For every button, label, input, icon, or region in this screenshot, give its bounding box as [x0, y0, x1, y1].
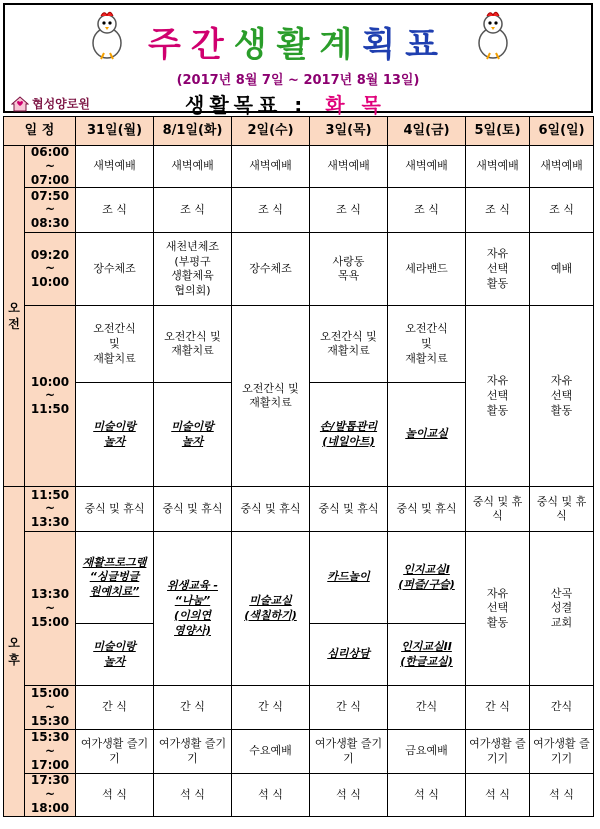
schedule-cell: 여가생활 즐기기 [466, 730, 530, 774]
time-cell [25, 774, 76, 816]
time-line: ~ [44, 202, 56, 217]
title-char: 간 [190, 25, 234, 65]
cell-line: 세라밴드 [405, 261, 448, 275]
schedule-cell: 중식 및 휴식 [76, 487, 154, 532]
goal-value: 화 목 [325, 93, 386, 117]
schedule-cell [530, 233, 594, 306]
time-cell [25, 532, 76, 686]
cell-line: 재활치료 [405, 351, 448, 365]
schedule-cell [232, 532, 310, 686]
title-char: 활 [276, 25, 320, 65]
time-line: ~ [44, 501, 56, 516]
cell-line: “나눔” [174, 594, 211, 608]
time-line: 10:00 [30, 374, 70, 389]
time-cell [25, 730, 76, 774]
schedule-cell: 새벽예배 [388, 146, 466, 188]
schedule-cell: 중식 및 휴식 [388, 487, 466, 532]
cell-line: 손/발톱관리 [319, 420, 378, 434]
cell-line: 오전간식 [405, 322, 448, 336]
time-line: 15:00 [30, 686, 70, 701]
column-header: 31일(월) [76, 117, 154, 146]
time-line: 13:30 [30, 515, 70, 530]
column-header: 3일(목) [310, 117, 388, 146]
cell-line: (한글교실) [400, 654, 453, 668]
cell-line: (부평구 [174, 254, 211, 268]
time-line: 13:30 [30, 587, 70, 602]
cell-line: 장수체조 [93, 261, 136, 275]
schedule-cell: 수요예배 [232, 730, 310, 774]
table-row [4, 306, 594, 383]
cell-line: 자유 [486, 247, 509, 261]
schedule-cell: 새벽예배 [530, 146, 594, 188]
cell-line: 활동 [486, 403, 509, 417]
cell-line: 놀자 [181, 434, 204, 448]
time-line: ~ [44, 699, 56, 714]
schedule-cell: 금요예배 [388, 730, 466, 774]
cell-line: 및 [109, 336, 120, 350]
time-line: 11:50 [30, 487, 70, 502]
schedule-cell: 석 식 [530, 774, 594, 816]
schedule-cell: 석 식 [76, 774, 154, 816]
schedule-cell [388, 624, 466, 686]
table-row [4, 774, 594, 816]
cell-line: 예배 [550, 261, 573, 275]
schedule-cell: 조 식 [466, 188, 530, 233]
cell-line: 자유 [550, 374, 573, 388]
cell-line: 재활치료 [327, 344, 370, 358]
time-line: 17:30 [30, 773, 70, 788]
schedule-cell [76, 306, 154, 383]
schedule-cell: 새벽예배 [154, 146, 232, 188]
cell-line: (색칠하기) [244, 608, 297, 622]
time-line: 17:00 [30, 757, 70, 772]
time-line: 15:30 [30, 730, 70, 745]
house-icon [11, 96, 29, 112]
table-row [4, 188, 594, 233]
schedule-cell: 여가생활 즐기기 [310, 730, 388, 774]
time-cell [25, 487, 76, 532]
cell-line: 오전간식 및 [242, 381, 299, 395]
schedule-cell: 간 식 [76, 686, 154, 730]
cell-line: 재활치료 [93, 351, 136, 365]
cell-line: 원예치료” [89, 585, 140, 599]
cell-line: “싱글벙글 [89, 570, 140, 584]
schedule-cell [310, 624, 388, 686]
schedule-cell: 중식 및 휴식 [154, 487, 232, 532]
table-row [4, 146, 594, 188]
cell-line: 놀자 [103, 434, 126, 448]
schedule-cell [310, 306, 388, 383]
schedule-cell [76, 383, 154, 487]
schedule-cell [154, 233, 232, 306]
schedule-cell: 여가생활 즐기기 [76, 730, 154, 774]
organization-label: 협성양로원 [32, 97, 90, 111]
schedule-cell: 조 식 [530, 188, 594, 233]
schedule-cell [388, 532, 466, 624]
cell-line: 영양사) [174, 623, 211, 637]
time-cell [25, 146, 76, 188]
cell-line: 인지교실I [403, 563, 450, 577]
schedule-cell: 새벽예배 [232, 146, 310, 188]
time-line: 15:30 [30, 713, 70, 728]
cell-line: 새천년체조 [165, 239, 220, 253]
time-line: 11:50 [30, 402, 70, 417]
cell-line: 자유 [486, 586, 509, 600]
schedule-cell [466, 306, 530, 487]
column-header: 6일(일) [530, 117, 594, 146]
cell-line: 미술교실 [249, 594, 292, 608]
schedule-cell [530, 532, 594, 686]
cell-line: 미술이랑 [171, 420, 214, 434]
chicken-icon [473, 9, 513, 61]
title-char: 표 [405, 25, 448, 65]
schedule-cell [232, 306, 310, 487]
cell-line: 교회 [550, 616, 573, 630]
column-header: 일 정 [4, 117, 76, 146]
cell-line: 선택 [486, 601, 509, 615]
time-line: 08:30 [30, 216, 70, 231]
cell-line: 재활프로그램 [82, 555, 147, 569]
time-line: 07:00 [30, 172, 70, 187]
schedule-cell [530, 306, 594, 487]
cell-line: 자유 [486, 374, 509, 388]
cell-line: 협의회) [174, 284, 211, 298]
schedule-cell: 간식 [530, 686, 594, 730]
time-line: ~ [44, 388, 56, 403]
title-char: 획 [362, 25, 406, 65]
cell-line: 선택 [486, 261, 509, 275]
cell-line: 미술이랑 [93, 420, 136, 434]
goal-label: 생활목표 : [185, 93, 308, 117]
cell-line: 미술이랑 [93, 640, 136, 654]
organization-name [11, 95, 90, 112]
cell-line: (이의연 [174, 608, 211, 622]
time-line: 06:00 [30, 145, 70, 159]
schedule-cell: 중식 및 휴식 [310, 487, 388, 532]
schedule-cell [154, 383, 232, 487]
schedule-cell: 새벽예배 [310, 146, 388, 188]
title-char: 생 [233, 25, 277, 65]
schedule-cell [310, 532, 388, 624]
title-char: 계 [319, 25, 363, 65]
schedule-cell: 새벽예배 [466, 146, 530, 188]
schedule-cell: 조 식 [388, 188, 466, 233]
table-row [4, 532, 594, 624]
time-cell [25, 233, 76, 306]
table-row [4, 233, 594, 306]
time-line: ~ [44, 158, 56, 173]
schedule-cell: 간 식 [310, 686, 388, 730]
am-label: 오 전 [4, 146, 25, 487]
time-cell [25, 188, 76, 233]
cell-line: 카드놀이 [327, 570, 370, 584]
time-cell [25, 686, 76, 730]
cell-line: 활동 [550, 403, 573, 417]
schedule-cell: 중식 및 휴식 [232, 487, 310, 532]
cell-line: 재활치료 [249, 396, 292, 410]
cell-line: 목욕 [337, 269, 360, 283]
time-line: ~ [44, 743, 56, 758]
header-box [3, 3, 593, 117]
schedule-cell: 조 식 [310, 188, 388, 233]
cell-line: (퍼즐/구슬) [398, 577, 455, 591]
schedule-cell [76, 624, 154, 686]
cell-line: 위생교육 - [167, 579, 218, 593]
cell-line: 재활치료 [171, 344, 214, 358]
time-line: ~ [44, 261, 56, 276]
cell-line: 놀이교실 [405, 427, 448, 441]
cell-line: 선택 [550, 388, 573, 402]
cell-line: 놀자 [103, 654, 126, 668]
cell-line: 사랑동 [332, 254, 365, 268]
schedule-cell: 여가생활 즐기기 [154, 730, 232, 774]
pm-label: 오 후 [4, 487, 25, 816]
schedule-cell [388, 233, 466, 306]
cell-line: 활동 [486, 616, 509, 630]
schedule-cell: 석 식 [466, 774, 530, 816]
schedule-cell: 간 식 [232, 686, 310, 730]
life-goal [185, 89, 386, 118]
cell-line: 및 [421, 336, 432, 350]
schedule-cell: 간식 [388, 686, 466, 730]
table-row [4, 487, 594, 532]
schedule-cell: 석 식 [232, 774, 310, 816]
schedule-cell: 조 식 [154, 188, 232, 233]
cell-line: 선택 [486, 388, 509, 402]
time-cell [25, 306, 76, 487]
cell-line: 인지교실II [401, 640, 452, 654]
schedule-cell [310, 233, 388, 306]
schedule-cell: 조 식 [76, 188, 154, 233]
time-line: 09:20 [30, 247, 70, 262]
column-header: 8/1일(화) [154, 117, 232, 146]
cell-line: 오전간식 및 [320, 329, 377, 343]
schedule-cell [154, 306, 232, 383]
table-row [4, 730, 594, 774]
title-char: 주 [147, 25, 191, 65]
schedule-cell: 중식 및 휴식 [466, 487, 530, 532]
cell-line: 장수체조 [249, 261, 292, 275]
schedule-cell: 여가생활 즐기기 [530, 730, 594, 774]
schedule-cell: 조 식 [232, 188, 310, 233]
time-line: 07:50 [30, 188, 70, 203]
schedule-cell [466, 532, 530, 686]
cell-line: 활동 [486, 276, 509, 290]
schedule-cell [76, 532, 154, 624]
column-header: 5일(토) [466, 117, 530, 146]
schedule-cell [388, 383, 466, 487]
schedule-cell [154, 532, 232, 686]
time-line: 18:00 [30, 800, 70, 815]
cell-line: 오전간식 [93, 322, 136, 336]
schedule-cell: 석 식 [310, 774, 388, 816]
cell-line: (네일아트) [322, 434, 375, 448]
time-line: 10:00 [30, 275, 70, 290]
time-line: 15:00 [30, 614, 70, 629]
schedule-cell: 석 식 [154, 774, 232, 816]
cell-line: 생활체육 [171, 269, 214, 283]
cell-line: 성결 [550, 601, 573, 615]
schedule-cell [232, 233, 310, 306]
schedule-cell [466, 233, 530, 306]
cell-line: 오전간식 및 [164, 329, 221, 343]
schedule-cell: 간 식 [154, 686, 232, 730]
schedule-cell: 간 식 [466, 686, 530, 730]
schedule-cell: 새벽예배 [76, 146, 154, 188]
schedule-cell [388, 306, 466, 383]
column-header: 2일(수) [232, 117, 310, 146]
schedule-cell [76, 233, 154, 306]
column-header: 4일(금) [388, 117, 466, 146]
cell-line: 심리상담 [327, 647, 370, 661]
schedule-period: (2017년 8월 7일 ~ 2017년 8월 13일) [176, 73, 420, 88]
schedule-cell: 석 식 [388, 774, 466, 816]
time-line: ~ [44, 600, 56, 615]
header-row [4, 117, 594, 146]
schedule-cell [310, 383, 388, 487]
table-row [4, 686, 594, 730]
cell-line: 산곡 [550, 586, 573, 600]
time-line: ~ [44, 787, 56, 802]
schedule-cell: 중식 및 휴식 [530, 487, 594, 532]
weekly-schedule-table [3, 116, 594, 817]
